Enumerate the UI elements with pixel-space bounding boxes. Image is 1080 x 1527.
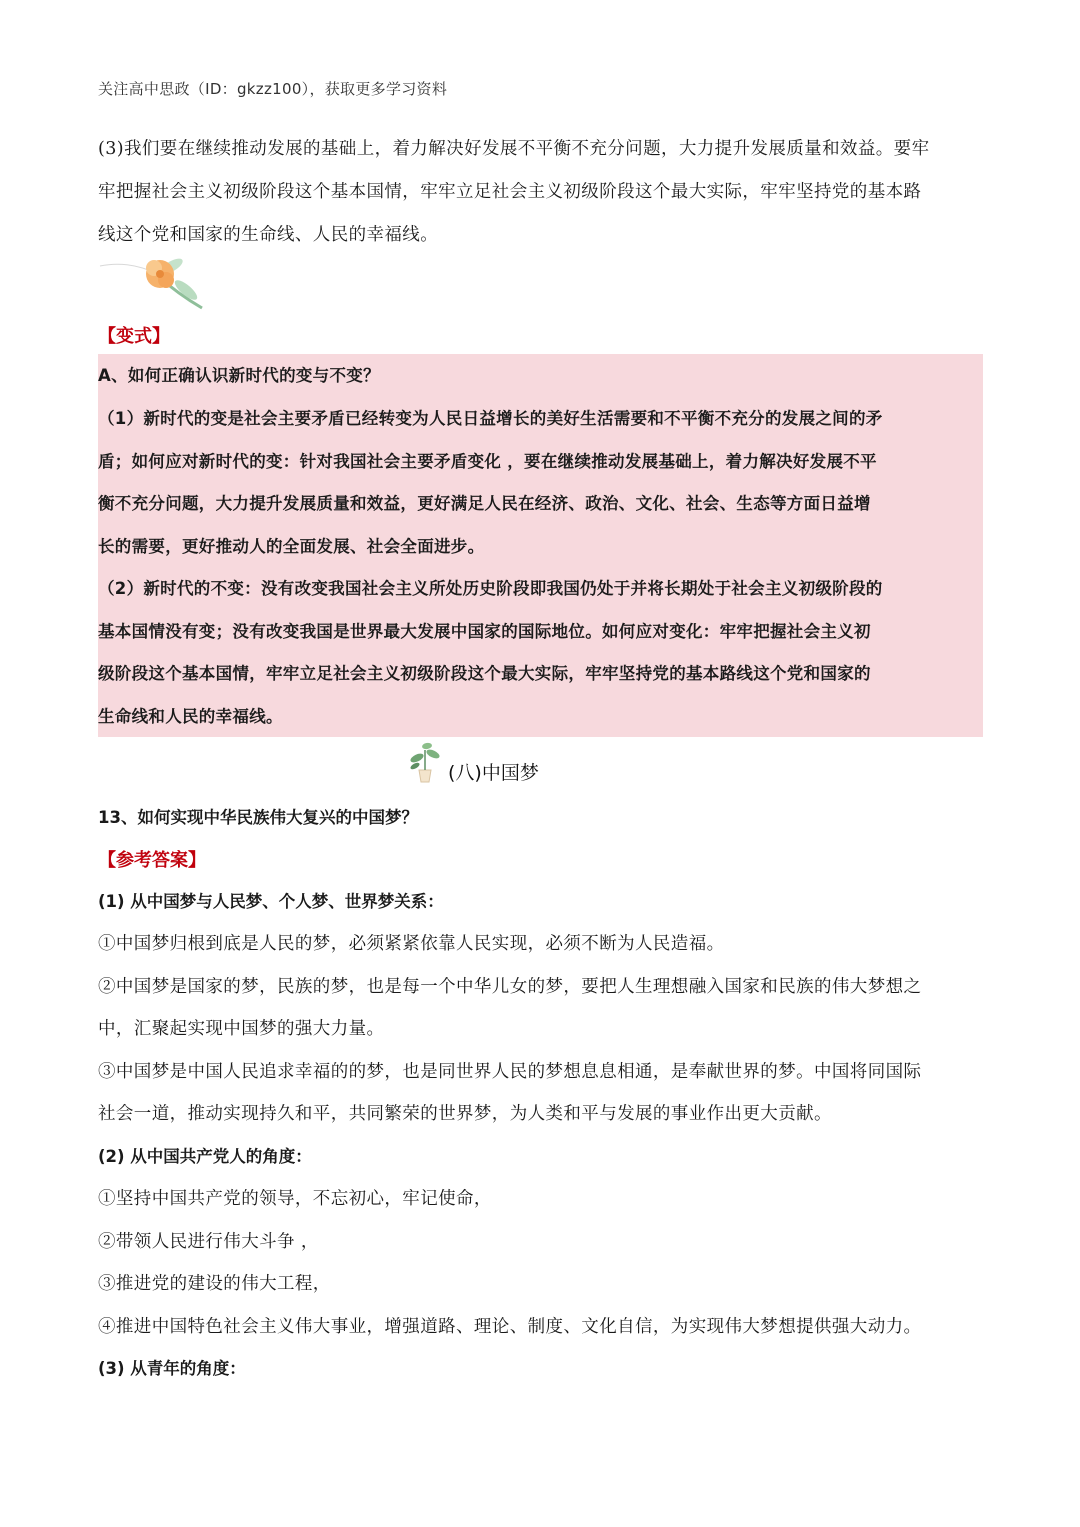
- paragraph-line: (3)我们要在继续推动发展的基础上，着力解决好发展不平衡不充分问题，大力提升发展质量和效益。要牢: [98, 139, 930, 159]
- potted-plant-icon: [403, 740, 447, 784]
- paragraph-line: 线这个党和国家的生命线、人民的幸福线。: [98, 225, 439, 245]
- page-header: 关注高中思政（ID：gkzz100），获取更多学习资料: [98, 80, 448, 98]
- part-1-line: 中，汇聚起实现中国梦的强大力量。: [98, 1019, 385, 1039]
- variant-tag: 【变式】: [98, 326, 170, 347]
- variant-question: A、如何正确认识新时代的变与不变？: [98, 366, 380, 385]
- answer-tag: 【参考答案】: [98, 850, 206, 871]
- variant-line: 基本国情没有变；没有改变我国是世界最大发展中国家的国际地位。如何应对变化：牢牢把握社会主义初: [98, 622, 871, 641]
- variant-highlight-box: [98, 354, 983, 737]
- variant-line: 级阶段这个基本国情，牢牢立足社会主义初级阶段这个最大实际，牢牢坚持党的基本路线这个党和国家的: [98, 664, 871, 683]
- variant-line: 盾；如何应对新时代的变：针对我国社会主要矛盾变化 ，要在继续推动发展基础上，着力解决好发展不平: [98, 452, 877, 471]
- part-1-heading: (1) 从中国梦与人民梦、个人梦、世界梦关系：: [98, 892, 444, 911]
- part-2-heading: (2) 从中国共产党人的角度：: [98, 1147, 312, 1166]
- part-2-line: ①坚持中国共产党的领导，不忘初心，牢记使命，: [98, 1189, 492, 1209]
- part-1-line: ③中国梦是中国人民追求幸福的的梦，也是同世界人民的梦想息息相通，是奉献世界的梦。中国将同国际: [98, 1062, 922, 1082]
- part-1-line: ②中国梦是国家的梦，民族的梦，也是每一个中华儿女的梦，要把人生理想融入国家和民族的伟大梦想之: [98, 977, 922, 997]
- variant-line: 长的需要，更好推动人的全面发展、社会全面进步。: [98, 537, 485, 556]
- part-2-line: ②带领人民进行伟大斗争 ，: [98, 1232, 319, 1252]
- paragraph-line: 牢把握社会主义初级阶段这个基本国情，牢牢立足社会主义初级阶段这个最大实际，牢牢坚持党的基本路: [98, 182, 922, 202]
- part-3-heading: (3) 从青年的角度：: [98, 1359, 246, 1378]
- part-2-line: ③推进党的建设的伟大工程，: [98, 1274, 331, 1294]
- part-1-line: ①中国梦归根到底是人民的梦，必须紧紧依靠人民实现，必须不断为人民造福。: [98, 934, 725, 954]
- part-1-line: 社会一道，推动实现持久和平，共同繁荣的世界梦，为人类和平与发展的事业作出更大贡献。: [98, 1104, 832, 1124]
- variant-line: （1）新时代的变是社会主要矛盾已经转变为人民日益增长的美好生活需要和不平衡不充分的发展之间的矛: [98, 409, 883, 428]
- variant-line: 衡不充分问题，大力提升发展质量和效益，更好满足人民在经济、政治、文化、社会、生态等方面日益增: [98, 494, 871, 513]
- flower-decoration-icon: [98, 254, 208, 314]
- question-13: 13、如何实现中华民族伟大复兴的中国梦？: [98, 808, 418, 827]
- variant-line: （2）新时代的不变：没有改变我国社会主义所处历史阶段即我国仍处于并将长期处于社会主义初级阶段的: [98, 579, 883, 598]
- part-2-line: ④推进中国特色社会主义伟大事业，增强道路、理论、制度、文化自信，为实现伟大梦想提供强大动力。: [98, 1317, 922, 1337]
- paragraph-point-3: [98, 128, 983, 257]
- section-title: (八)中国梦: [448, 762, 539, 784]
- variant-line: 生命线和人民的幸福线。: [98, 707, 283, 726]
